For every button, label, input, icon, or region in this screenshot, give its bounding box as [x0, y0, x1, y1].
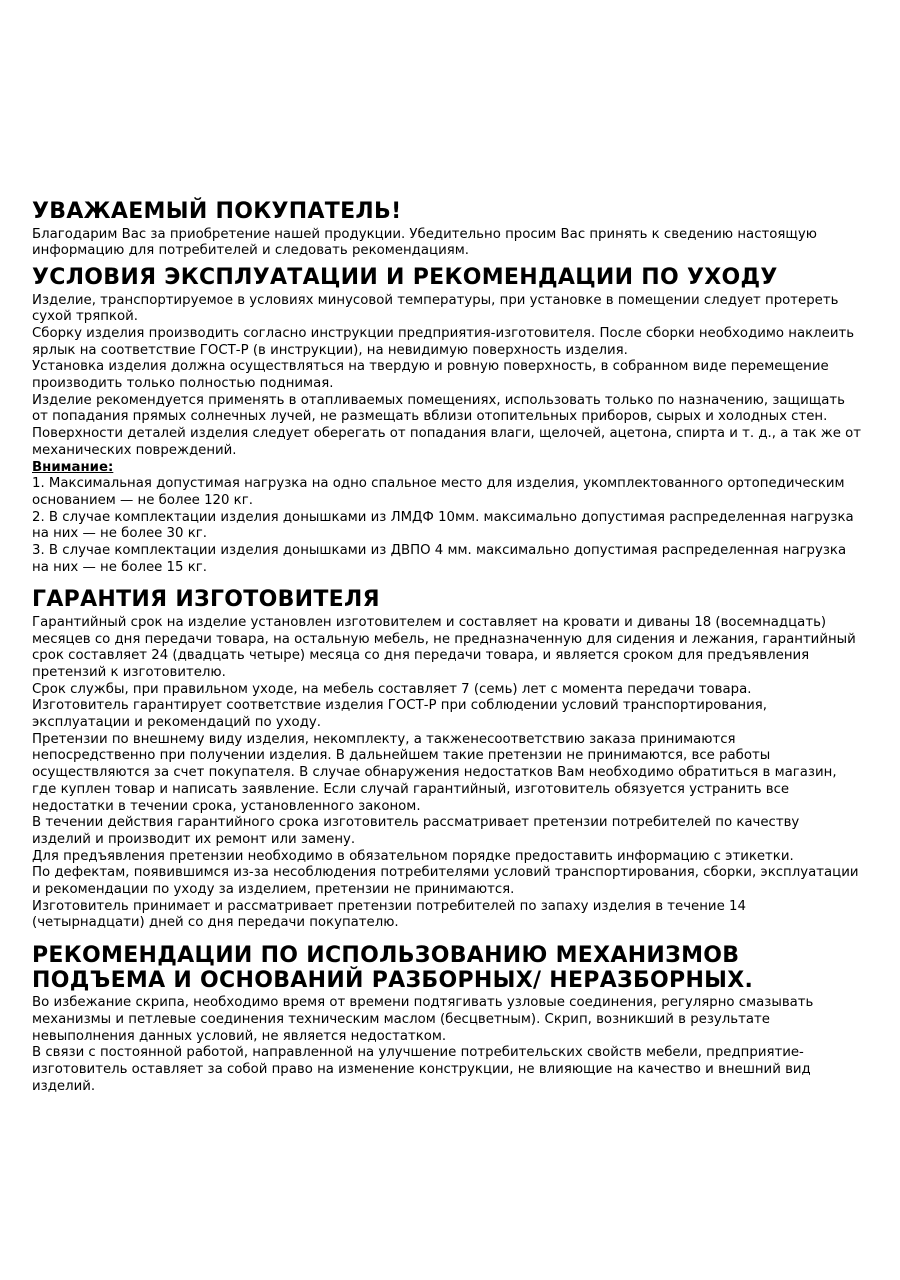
paragraph: Сборку изделия производить согласно инструкции предприятия-изготовителя. После сборки необходимо наклеить ярлык на соответствие ГОСТ-Р (в инструкции), на невидимую поверхность изделия.	[32, 326, 855, 358]
paragraph: Гарантийный срок на изделие установлен изготовителем и составляет на кровати и диваны 18 (восемнадцать) месяцев со дня передачи товара, на остальную мебель, не предназначенную для сидения и лежания, гарантийный срок составляет 24 (двадцать четыре) месяца со дня передачи товара, и является сроком для предъявления претензий к изготовителю.	[32, 614, 856, 680]
paragraph: По дефектам, появившимся из-за несоблюдения потребителями условий транспортирования, сборки, эксплуатации и рекомендации по уходу за изделием, претензии не принимаются.	[32, 865, 859, 897]
section-buyer-greeting	[32, 200, 862, 260]
warning-item: 1. Максимальная допустимая нагрузка на одно спальное место для изделия, укомплектованного ортопедическим основанием — не более 120 кг.	[32, 476, 845, 508]
paragraph: Установка изделия должна осуществляться на твердую и ровную поверхность, в собранном виде перемещение производить только полностью поднимая.	[32, 359, 829, 392]
section-heading-manufacturer-warranty: ГАРАНТИЯ ИЗГОТОВИТЕЛЯ	[32, 587, 380, 613]
paragraph: В связи с постоянной работой, направленной на улучшение потребительских свойств мебели, предприятие-изготовитель оставляет за собой право на изменение конструкции, не влияющие на качество и внешний вид изделий.	[32, 1045, 811, 1094]
paragraph: Изделие, транспортируемое в условиях минусовой температуры, при установке в помещении следует протереть сухой тряпкой.	[32, 292, 839, 325]
section-heading-lift-mechanism: РЕКОМЕНДАЦИИ ПО ИСПОЛЬЗОВАНИЮ МЕХАНИЗМОВ ПОДЪЕМА И ОСНОВАНИЙ РАЗБОРНЫХ/ НЕРАЗБОРНЫХ.	[32, 943, 754, 993]
warning-item: 3. В случае комплектации изделия донышками из ДВПО 4 мм. максимально допустимая распределенная нагрузка на них — не более 15 кг.	[32, 542, 847, 575]
section-lift-mechanism-recommendations	[32, 944, 862, 1095]
paragraph: Изготовитель гарантирует соответствие изделия ГОСТ-Р при соблюдении условий транспортирования, эксплуатации и рекомендаций по уходу.	[32, 698, 767, 731]
paragraph: Во избежание скрипа, необходимо время от времени подтягивать узловые соединения, регулярно смазывать механизмы и петлевые соединения техническим маслом (бесцветным). Скрип, возникший в результате невыполнения данных условий, не является недостатком.	[32, 995, 814, 1044]
paragraph: Благодарим Вас за приобретение нашей продукции. Убедительно просим Вас принять к сведению настоящую информацию для потребителей и следовать рекомендациям.	[32, 226, 817, 259]
paragraph: Изделие рекомендуется применять в отапливаемых помещениях, использовать только по назначению, защищать от попадания прямых солнечных лучей, не размещать вблизи отопительных приборов, сырых и холодных стен.	[32, 392, 845, 425]
warning-item: 2. В случае комплектации изделия донышками из ЛМДФ 10мм. максимально допустимая распределенная нагрузка на них — не более 30 кг.	[32, 509, 854, 542]
page-title: УВАЖАЕМЫЙ ПОКУПАТЕЛЬ!	[32, 199, 402, 224]
paragraph: В течении действия гарантийного срока изготовитель рассматривает претензии потребителей по качеству изделий и производит их ремонт или замену.	[32, 815, 800, 847]
paragraph: Претензии по внешнему виду изделия, некомплекту, а такженесоответствию заказа принимаются непосредственно при получении изделия. В дальнейшем такие претензии не принимаются, все работы осуществляются за счет покупателя. В случае обнаружения недостатков Вам необходимо обратиться в магазин, где куплен товар и написать заявление. Если случай гарантийный, изготовитель обязуется устранить все недостатки в течении срока, установленного законом.	[32, 731, 837, 814]
section-heading-usage-conditions: УСЛОВИЯ ЭКСПЛУАТАЦИИ И РЕКОМЕНДАЦИИ ПО УХОДУ	[32, 265, 778, 290]
paragraph: Изготовитель принимает и рассматривает претензии потребителей по запаху изделия в течение 14 (четырнадцати) дней со дня передачи покупателю.	[32, 898, 746, 931]
paragraph: Для предъявления претензии необходимо в обязательном порядке предоставить информацию с этикетки.	[32, 848, 794, 864]
section-manufacturer-warranty	[32, 588, 862, 932]
paragraph: Поверхности деталей изделия следует оберегать от попадания влаги, щелочей, ацетона, спирта и т. д., а так же от механических повреждений.	[32, 426, 861, 458]
warning-label: Внимание:	[32, 459, 114, 475]
section-usage-conditions	[32, 266, 862, 576]
paragraph: Срок службы, при правильном уходе, на мебель составляет 7 (семь) лет с момента передачи товара.	[32, 681, 752, 697]
